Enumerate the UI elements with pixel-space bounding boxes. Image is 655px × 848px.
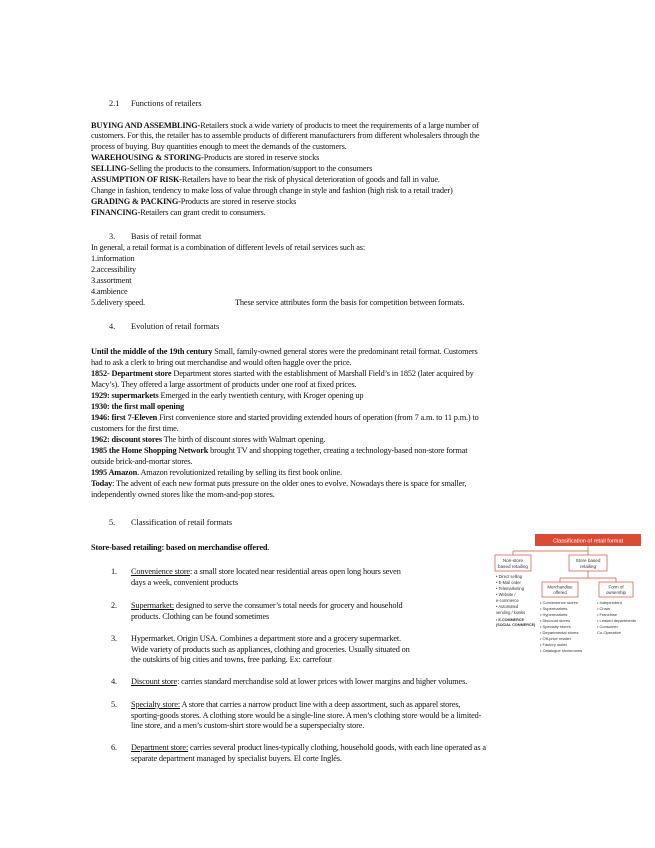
evolution-term: 1852- Department store — [91, 369, 172, 378]
merchandise-title: offered — [553, 590, 567, 595]
evolution-text: brought TV and shopping together, creating a technology-based non-store format — [208, 446, 468, 455]
evolution-entry-cont: independently owned stores like the mom-and-pop stores. — [91, 490, 275, 499]
list-term: Supermarket: — [131, 601, 174, 610]
basis-item: 1.information — [91, 254, 135, 263]
store-based-title: Store based — [575, 558, 601, 563]
non-store-item: e-commerce — [496, 598, 519, 603]
classification-diagram — [483, 533, 645, 663]
list-line: line store, and a men’s custom-shirt store would be a superspecialty store. — [131, 721, 365, 731]
evolution-text: . Amazon revolutionized retailing by selling its first book online. — [137, 468, 343, 477]
subheading-bold: Store-based retailing: based on merchandise offered — [91, 543, 268, 552]
non-store-item: • E-Mail order — [496, 580, 521, 585]
evolution-term: 1985 the Home Shopping Network — [91, 446, 209, 455]
evolution-text: Department stores started with the establishment of Marshall Field’s in 1852 (later acquired by — [171, 369, 474, 378]
list-item — [111, 567, 476, 588]
list-item — [111, 743, 571, 764]
basis-intro: In general, a retail format is a combination of different levels of retail services such as: — [91, 243, 366, 252]
text-buying-1: Retailers stock a wide variety of products to meet the requirements of a large number of — [200, 121, 479, 130]
list-line: products. Clothing can be found sometimes — [131, 611, 270, 621]
list-item — [111, 700, 571, 732]
section-heading-evolution — [109, 322, 219, 332]
evolution-term: Today — [91, 479, 113, 488]
text-selling: Selling the products to the consumers. Information/support to the consumers — [129, 164, 373, 173]
evolution-entry — [91, 402, 184, 412]
list-text: : a small store located near residential areas open long hours seven — [189, 567, 401, 576]
evolution-entry — [91, 413, 479, 423]
list-item — [111, 677, 571, 688]
non-store-item: • Automated — [496, 604, 519, 609]
evolution-term: Until the middle of the 19th century — [91, 347, 213, 356]
ownership-item: • Leased departments — [597, 618, 636, 623]
list-number: 6. — [111, 743, 117, 752]
list-number: 3. — [111, 634, 117, 643]
section-title: Evolution of retail formats — [131, 322, 220, 331]
term-warehousing: WAREHOUSING & STORING- — [91, 153, 204, 162]
list-line — [131, 567, 476, 578]
section-title: Functions of retailers — [131, 99, 202, 108]
list-line: sporting-goods stores. A clothing store would be a single-line store. A men’s clothing store would be a limited- — [131, 710, 482, 720]
evolution-entry — [91, 468, 342, 478]
basis-note: These service attributes form the basis for competition between formats. — [235, 298, 465, 307]
text-buying-3: process of buying. Buy quantities enough to meet the demands of the customers. — [91, 142, 347, 151]
merchandise-item: • Off-price retailer — [540, 636, 572, 641]
text-financing: Retailers can grant credit to consumers. — [140, 208, 266, 217]
ownership-title: Form of — [608, 584, 624, 590]
list-number: 4. — [111, 677, 117, 686]
paragraph-buying-3 — [91, 142, 347, 152]
paragraph-warehousing — [91, 153, 319, 163]
section-title: Basis of retail format — [131, 232, 202, 241]
section-number: 5. — [109, 518, 116, 527]
basis-item: 3.assortment — [91, 276, 132, 285]
non-store-item: (SOCIAL COMMERCE) — [496, 623, 536, 627]
ownership-item: • Chain — [597, 606, 610, 611]
text-risk: Retailers have to bear the risk of physical deterioration of goods and fall in value. — [181, 175, 440, 184]
section-number: 2.1 — [109, 99, 120, 108]
list-term: Discount store — [131, 677, 178, 686]
merchandise-item: • Factory outlet — [540, 642, 567, 647]
paragraph-risk-extra — [91, 186, 453, 196]
text-grading: Products are stored in reserve stocks — [180, 197, 297, 206]
list-number: 5. — [111, 700, 117, 709]
term-risk: ASSUMPTION OF RISK- — [91, 175, 182, 184]
evolution-entry — [91, 347, 478, 357]
non-store-title: based retailing — [498, 564, 528, 569]
paragraph-selling — [91, 164, 372, 174]
section-title: Classification of retail formats — [131, 518, 233, 527]
paragraph-buying — [91, 121, 479, 131]
list-line — [131, 743, 571, 754]
non-store-item: vending / kiosks — [496, 610, 526, 615]
evolution-entry — [91, 391, 363, 401]
store-based-title: retailing — [579, 564, 597, 569]
classification-subheading — [91, 543, 269, 553]
list-text: A store that carries a narrow product line with a deep assortment, such as apparel stores, — [179, 700, 461, 709]
non-store-item: • Website / — [496, 592, 516, 597]
ownership-item: • Consumer — [597, 624, 618, 629]
basis-item: 4.ambience — [91, 287, 128, 296]
merchandise-item: • Discount stores — [540, 618, 571, 623]
merchandise-item: • Supermarkets — [540, 606, 568, 611]
paragraph-risk — [91, 175, 440, 185]
text-risk-extra: Change in fashion, tendency to make loss of value through change in style and fashion (high risk to a retail trader) — [91, 186, 453, 195]
merchandise-item: • Departmental stores — [540, 630, 579, 635]
term-financing: FINANCING- — [91, 208, 141, 217]
evolution-text: First convenience store and started providing extended hours of operation (from 7 a.m. to 11 p.m.) to — [157, 413, 479, 422]
list-line: Wide variety of products such as appliances, clothing and groceries. Usually situated on — [131, 644, 410, 654]
diagram-title: Classification of retail format — [552, 538, 624, 545]
paragraph-grading — [91, 197, 296, 207]
evolution-text: Small, family-owned general stores were the predominant retail format. Customers — [212, 347, 478, 356]
evolution-text: The birth of discount stores with Walmart opening. — [161, 435, 326, 444]
list-term: Department store: — [131, 743, 189, 752]
evolution-term: 1929: supermarkets — [91, 391, 159, 400]
merchandise-item: • Catalogue showrooms — [540, 648, 583, 653]
text-warehousing: Products are stored in reserve stocks — [203, 153, 320, 162]
evolution-entry — [91, 446, 467, 456]
evolution-text: Emerged in the early twentieth century, with Kroger opening up — [158, 391, 364, 400]
merchandise-item: • Hypermarkets — [540, 612, 568, 617]
evolution-entry — [91, 435, 325, 445]
list-text: designed to serve the consumer’s total needs for grocery and household — [173, 601, 403, 610]
list-item — [111, 601, 476, 622]
non-store-item: • E-COMMERCE — [496, 618, 524, 622]
evolution-entry — [91, 369, 474, 379]
evolution-term: 1930: the first mall opening — [91, 402, 185, 411]
merchandise-title: Merchandise — [547, 584, 573, 590]
evolution-term: 1946: first 7-Eleven — [91, 413, 158, 422]
evolution-entry-cont: Macy’s). They offered a large assortment of products under one roof at fixed prices. — [91, 380, 357, 389]
merchandise-item: • Specialty stores — [540, 624, 571, 629]
basis-item: 2.accessibility — [91, 265, 136, 274]
evolution-term: 1962: discount stores — [91, 435, 162, 444]
non-store-title: Non-store — [502, 558, 524, 563]
list-line: the outskirts of big cities and towns, free parking. Ex: carrefour — [131, 655, 332, 665]
list-text: carries several product lines-typically clothing, household goods, with each line operated as a — [188, 743, 486, 752]
list-line: Hypermarket. Origin USA. Combines a department store and a grocery supermarket. — [131, 634, 401, 643]
term-buying: BUYING AND ASSEMBLING- — [91, 121, 201, 130]
list-item — [111, 634, 476, 666]
non-store-item: • Telemarketing — [496, 586, 524, 591]
list-term: Specialty store: — [131, 700, 180, 709]
merchandise-item: • Convenience stores — [540, 600, 578, 605]
ownership-item: • Independent — [597, 600, 622, 605]
paragraph-financing — [91, 208, 266, 218]
subheading-end: . — [267, 543, 270, 552]
list-number: 2. — [111, 601, 117, 610]
section-heading-basis — [109, 232, 201, 242]
non-store-item: • Direct selling — [496, 574, 523, 579]
section-number: 4. — [109, 322, 116, 331]
list-line: separate department managed by specialist buyers. El corte Inglés. — [131, 753, 342, 763]
evolution-entry-cont: customers for the first time. — [91, 424, 179, 433]
section-number: 3. — [109, 232, 116, 241]
basis-item: 5.delivery speed. — [91, 298, 145, 307]
list-line — [131, 601, 476, 612]
ownership-item: • Franchise — [597, 612, 618, 617]
ownership-title: ownership — [605, 590, 627, 595]
list-term: Convenience store — [131, 567, 190, 576]
list-line — [131, 677, 571, 688]
list-line: days a week, convenient products — [131, 577, 238, 587]
text-buying-2: customers. For this, the retailer has to assemble products of different manufacturers from different wholesalers through the — [91, 131, 480, 140]
list-line — [131, 700, 571, 711]
evolution-text: : The advent of each new format puts pressure on the older ones to evolve. Nowadays there is space for smaller, — [112, 479, 467, 488]
evolution-entry-cont: outside brick-and-mortar stores. — [91, 457, 193, 466]
evolution-term: 1995 Amazon — [91, 468, 138, 477]
term-grading: GRADING & PACKING- — [91, 197, 181, 206]
ownership-item: Co-Operative — [597, 630, 621, 635]
section-heading-functions — [109, 99, 202, 109]
evolution-entry-cont: had to ask a clerk to bring out merchandise and would often haggle over the price. — [91, 358, 352, 367]
evolution-entry — [91, 479, 466, 489]
paragraph-buying-2 — [91, 131, 479, 141]
list-number: 1. — [111, 567, 117, 576]
list-text: : carries standard merchandise sold at lower prices with lower margins and higher volumes. — [177, 677, 468, 686]
term-selling: SELLING- — [91, 164, 130, 173]
section-heading-classification — [109, 518, 232, 528]
